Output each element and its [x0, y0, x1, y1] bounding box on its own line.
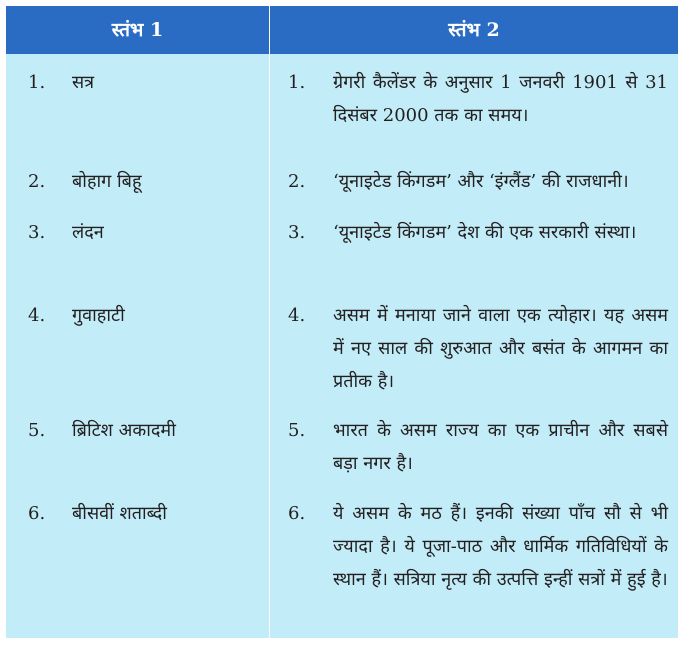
row-number-right: 4. — [288, 305, 306, 326]
description: ग्रेगरी कैलेंडर के अनुसार 1 जनवरी 1901 से 31 दिसंबर 2000 तक का समय। — [333, 72, 668, 126]
column-1-header: स्तंभ 1 — [111, 19, 164, 41]
description: ‘यूनाइटेड किंगडम’ देश की एक सरकारी संस्था। — [333, 222, 637, 243]
term: बीसवीं शताब्दी — [72, 503, 167, 524]
row-number-right: 5. — [288, 420, 306, 441]
row-number-left: 5. — [28, 420, 46, 441]
term: बोहाग बिहू — [72, 171, 142, 192]
row-number-right: 1. — [288, 72, 306, 93]
row-number-left: 3. — [28, 222, 46, 243]
description: ये असम के मठ हैं। इनकी संख्या पाँच सौ से भी ज्यादा है। ये पूजा-पाठ और धार्मिक गतिविधियों के स्थान हैं। सत्रिया नृत्य की उत्पत्ति इन्हीं सत्रों में हुई है। — [333, 503, 668, 590]
row-number-right: 2. — [288, 171, 306, 192]
row-number-left: 2. — [28, 171, 46, 192]
term: लंदन — [72, 222, 104, 243]
row-number-left: 4. — [28, 305, 46, 326]
term: ब्रिटिश अकादमी — [72, 420, 176, 441]
row-number-right: 6. — [288, 503, 306, 524]
matching-table — [6, 6, 678, 638]
description: असम में मनाया जाने वाला एक त्योहार। यह असम में नए साल की शुरुआत और बसंत के आगमन का प्रतीक है। — [333, 305, 668, 392]
description: ‘यूनाइटेड किंगडम’ और ‘इंग्लैंड’ की राजधानी। — [333, 171, 629, 192]
row-number-left: 6. — [28, 503, 46, 524]
column-2-header: स्तंभ 2 — [448, 19, 500, 41]
row-number-left: 1. — [28, 72, 46, 93]
column-divider — [269, 54, 270, 638]
term: सत्र — [72, 72, 95, 93]
row-number-right: 3. — [288, 222, 306, 243]
term: गुवाहाटी — [72, 305, 125, 326]
description: भारत के असम राज्य का एक प्राचीन और सबसे बड़ा नगर है। — [333, 420, 668, 474]
table-header — [6, 6, 678, 54]
